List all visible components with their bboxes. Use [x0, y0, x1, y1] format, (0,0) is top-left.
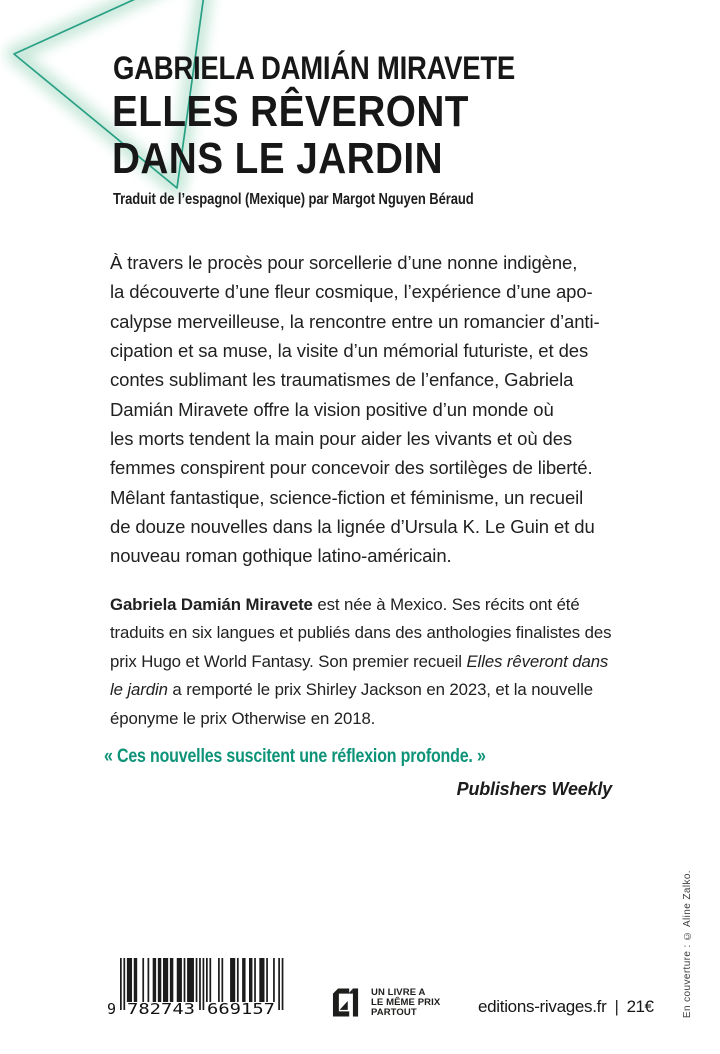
text-line: UN LIVRE A — [371, 987, 426, 998]
publisher-website: editions-rivages.fr — [478, 997, 607, 1016]
text-line: ELLES RÊVERONT — [112, 87, 469, 136]
text-line: les morts tendent la main pour aider les vivants et où des — [110, 428, 573, 450]
text-line: À travers le procès pour sorcellerie d’une nonne indigène, — [110, 252, 578, 273]
text-line: PARTOUT — [371, 1006, 417, 1018]
author-bio-paragraph — [110, 591, 613, 733]
author-name: GABRIELA DAMIÁN MIRAVETE — [113, 50, 516, 86]
svg-text:669157: 669157 — [207, 1000, 275, 1016]
svg-text:9: 9 — [107, 1000, 117, 1016]
book-price: 21€ — [626, 997, 654, 1016]
text-line: la découverte d’une fleur cosmique, l’expérience d’une apo- — [110, 281, 593, 303]
text-line: LE MÊME PRIX — [371, 996, 441, 1008]
book-title — [112, 88, 469, 182]
fixed-price-logo-text — [371, 986, 440, 1018]
review-quote: « Ces nouvelles suscitent une réflexion profonde. » — [104, 746, 486, 767]
text-line: de douze nouvelles dans la lignée d’Ursula K. Le Guin et du — [110, 516, 595, 538]
text-line: prix Hugo et World Fantasy. Son premier recueil Elles rêveront dans — [110, 651, 609, 671]
text-line: contes sublimant les traumatismes de l’enfance, Gabriela — [110, 369, 574, 391]
text-line: Gabriela Damián Miravete est née à Mexico. Ses récits ont été — [110, 595, 580, 614]
text-line: cipation et sa muse, la visite d’un mémorial futuriste, et des — [110, 340, 589, 362]
text-line: traduits en six langues et publiés dans des anthologies finalistes des — [110, 623, 612, 643]
fixed-price-logo — [330, 986, 440, 1019]
text-line: le jardin a remporté le prix Shirley Jackson en 2023, et la nouvelle — [110, 680, 593, 700]
cover-illustration-credit: En couverture : © Aline Zalko. — [682, 869, 693, 1018]
review-source: Publishers Weekly — [456, 779, 612, 799]
text-line: calypse merveilleuse, la rencontre entre un romancier d’anti- — [110, 310, 600, 332]
ean13-barcode — [105, 958, 285, 1016]
svg-text:782743: 782743 — [127, 1000, 195, 1016]
text-line: DANS LE JARDIN — [112, 134, 444, 183]
synopsis-paragraph — [110, 248, 613, 571]
separator: | — [614, 997, 619, 1016]
text-line: éponyme le prix Otherwise en 2018. — [110, 708, 376, 728]
publisher-price-line — [478, 997, 653, 1017]
translation-credit: Traduit de l’espagnol (Mexique) par Margot Nguyen Béraud — [113, 191, 474, 208]
open-book-icon — [330, 986, 364, 1019]
text-line: Mêlant fantastique, science-fiction et féminisme, un recueil — [110, 486, 584, 508]
text-line: femmes conspirent pour concevoir des sortilèges de liberté. — [110, 457, 593, 479]
text-line: Damián Miravete offre la vision positive d’un monde où — [110, 398, 554, 420]
text-line: nouveau roman gothique latino-américain. — [110, 545, 452, 567]
